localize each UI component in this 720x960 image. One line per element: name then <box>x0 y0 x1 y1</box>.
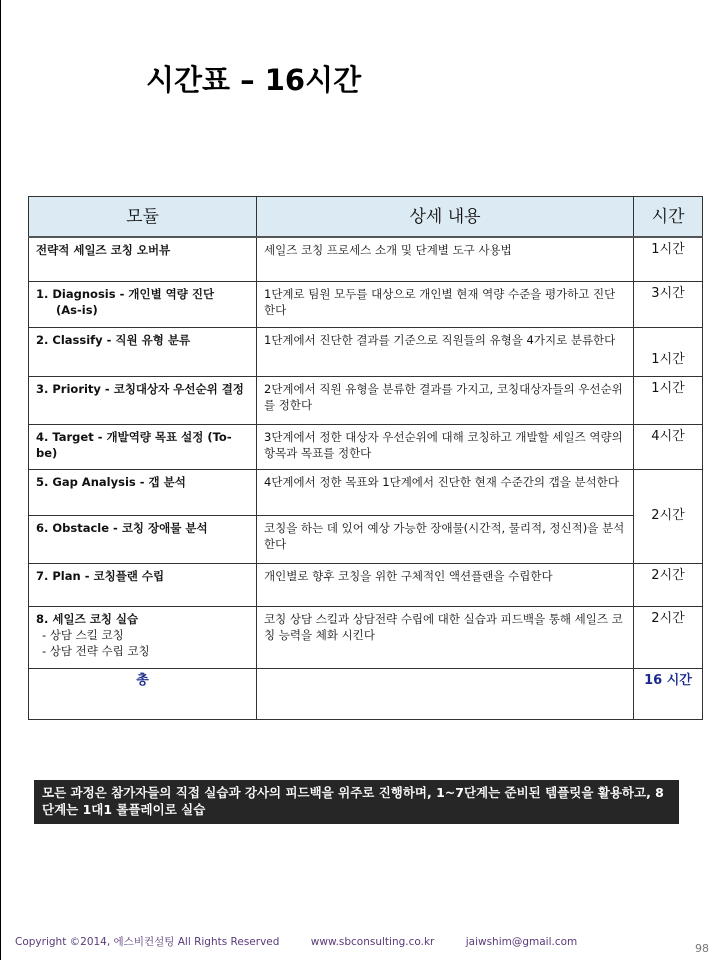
module-cell: 4. Target - 개발역량 목표 설정 (To-be) <box>29 424 257 469</box>
time-cell: 2시간 <box>634 469 703 563</box>
footer-website[interactable]: www.sbconsulting.co.kr <box>310 936 435 948</box>
module-cell: 2. Classify - 직원 유형 분류 <box>29 327 257 376</box>
module-cell: 3. Priority - 코칭대상자 우선순위 결정 <box>29 376 257 424</box>
time-cell: 1시간 <box>634 237 703 281</box>
module-cell <box>29 281 257 327</box>
detail-cell: 4단계에서 정한 목표와 1단계에서 진단한 현재 수준간의 갭을 분석한다 <box>257 469 634 515</box>
module-sub-item: - 상담 전략 수립 코칭 <box>42 643 150 658</box>
detail-cell: 코칭을 하는 데 있어 예상 가능한 장애물(시간적, 물리적, 정신적)을 분석한다 <box>257 515 634 563</box>
module-cell: 5. Gap Analysis - 갭 분석 <box>29 469 257 515</box>
module-sub-item: - 상담 스킬 코칭 <box>42 627 124 642</box>
table-row <box>29 469 703 515</box>
footer-copyright: Copyright ©2014, 에스비컨설팅 All Rights Reserved <box>15 936 280 948</box>
total-label: 총 <box>29 668 257 719</box>
detail-cell: 3단계에서 정한 대상자 우선순위에 대해 코칭하고 개발할 세일즈 역량의 항목과 목표를 정한다 <box>257 424 634 469</box>
time-cell: 1시간 <box>634 376 703 424</box>
detail-cell: 1단계에서 진단한 결과를 기준으로 직원들의 유형을 4가지로 분류한다 <box>257 327 634 376</box>
table-header-row <box>29 197 703 238</box>
detail-cell: 1단계로 팀원 모두를 대상으로 개인별 현재 역량 수준을 평가하고 진단한다 <box>257 281 634 327</box>
total-time: 16 시간 <box>634 668 703 719</box>
time-cell: 3시간 <box>634 281 703 327</box>
time-cell: 4시간 <box>634 424 703 469</box>
page-number: 98 <box>695 942 709 955</box>
table-row <box>29 237 703 281</box>
time-cell: 2시간 <box>634 563 703 606</box>
header-detail: 상세 내용 <box>257 197 634 238</box>
module-cell <box>29 606 257 668</box>
table-row <box>29 376 703 424</box>
detail-cell: 2단계에서 직원 유형을 분류한 결과를 가지고, 코칭대상자들의 우선순위를 정한다 <box>257 376 634 424</box>
table-row <box>29 563 703 606</box>
module-title: 1. Diagnosis - 개인별 역량 진단 <box>36 286 215 301</box>
module-cell: 전략적 세일즈 코칭 오버뷰 <box>29 237 257 281</box>
schedule-table <box>28 196 703 720</box>
footer-email[interactable]: jaiwshim@gmail.com <box>465 936 578 948</box>
total-row <box>29 668 703 719</box>
footer <box>15 934 605 949</box>
time-cell: 2시간 <box>634 606 703 668</box>
module-subtitle: (As-is) <box>56 302 98 317</box>
module-cell: 7. Plan - 코칭플랜 수립 <box>29 563 257 606</box>
detail-cell: 코칭 상담 스킬과 상담전략 수립에 대한 실습과 피드백을 통해 세일즈 코칭 능력을 체화 시킨다 <box>257 606 634 668</box>
module-cell: 6. Obstacle - 코칭 장애물 분석 <box>29 515 257 563</box>
table-row <box>29 281 703 327</box>
time-cell: 1시간 <box>634 327 703 376</box>
table-row <box>29 515 703 563</box>
module-title: 8. 세일즈 코칭 실습 <box>36 611 139 626</box>
header-module: 모듈 <box>29 197 257 238</box>
detail-cell: 개인별로 향후 코칭을 위한 구체적인 액션플랜을 수립한다 <box>257 563 634 606</box>
total-detail-empty <box>257 668 634 719</box>
table-row <box>29 606 703 668</box>
header-time: 시간 <box>634 197 703 238</box>
detail-cell: 세일즈 코칭 프로세스 소개 및 단계별 도구 사용법 <box>257 237 634 281</box>
summary-note: 모든 과정은 참가자들의 직접 실습과 강사의 피드백을 위주로 진행하며, 1~7단계는 준비된 템플릿을 활용하고, 8단계는 1대1 롤플레이로 실습 <box>34 780 679 824</box>
page-title: 시간표 – 16시간 <box>146 63 362 97</box>
table-row <box>29 424 703 469</box>
table-row <box>29 327 703 376</box>
